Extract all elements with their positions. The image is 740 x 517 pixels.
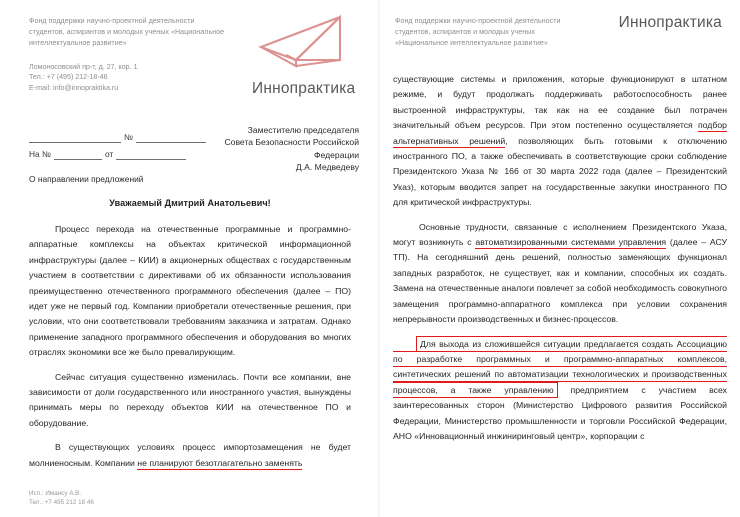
reference-lines [29, 126, 219, 160]
outgoing-number-field[interactable] [136, 131, 206, 143]
paragraph: Процесс перехода на отечественные программные и программно-аппаратные комплексы на объектах критической информационной инфраструктуры (далее – КИИ) в акционерных обществах с государственным участием в соответствии с директивами об их обязанности использования преимущественно отечественного программного обеспечения (далее – ПО) идет уже не первый год. Компании приобретали отечественные решения, при условии, что они соответствовали требованиям заказчика и затратам. Однако применение западного программного обеспечения и оборудования во многих отраслях экономики все же было превалирующим. [29, 224, 351, 358]
organization-description-right-wrap [395, 16, 575, 50]
paragraph-proposal [393, 337, 727, 445]
paragraph-text: В существующих условиях процесс импортозамещения не будет молниеносным. Компании [29, 442, 351, 468]
addressee-line-2: Совета Безопасности Российской [224, 137, 359, 148]
reference-number-row [29, 126, 219, 143]
organization-contacts [29, 62, 229, 94]
paragraph-continued [393, 72, 727, 211]
executor-name: Исп.: Имансу А.В. [29, 490, 82, 497]
salutation: Уважаемый Дмитрий Анатольевич! [109, 198, 271, 208]
date-label: от [105, 149, 114, 159]
brand-name: Иннопрактика [252, 80, 356, 97]
letter-body-left [29, 198, 351, 471]
paragraph-text: предприятием с участием всех заинтересованных сторон (Министерство Цифрового развития Российской Федерации, Министерство промышленности и торговли Российской Федерации, АНО «Инновационный инжиниринговый центр», корпорации с [393, 384, 728, 441]
addressee-line-3: Федерации [314, 149, 359, 160]
paragraph-text: Основные трудности, связанные с исполнением Президентского Указа, могут возникнуть с [393, 221, 727, 248]
paragraph-with-highlight [29, 440, 351, 471]
reference-block [0, 118, 381, 190]
paragraph-text: , позволяющих быть готовыми к отключению иностранного ПО, а также обеспечивать в соответствующие сроки соблюдение Президентского Указа № 166 от 30 марта 2022 года (далее – Президентский Указ), которым вводится запрет на государственные закупки иностранного ПО для критической инфраструктуры. [393, 135, 728, 208]
brand-block [252, 14, 356, 98]
letterhead-left [0, 0, 381, 118]
reply-to-field[interactable] [54, 148, 102, 160]
executor-phone: Тел.: +7 495 212 18 46 [29, 499, 94, 506]
letter-body-right [393, 72, 727, 444]
letter-subject: О направлении предложений [29, 174, 144, 184]
paper-plane-logo-icon [252, 14, 348, 76]
paragraph: Сейчас ситуация существенно изменилась. Почти все компании, вне зависимости от доли государственного или иностранного участия, вынуждены принимать меры по переходу объектов КИИ на отечественное ПО и оборудование. [29, 371, 351, 428]
brand-name: Иннопрактика [618, 14, 722, 31]
red-underlined-text: подбор альтернативных решений [393, 120, 727, 146]
organization-description: Фонд поддержки научно-проектной деятельности студентов, аспирантов и молодых ученых «Национальное интеллектуальное развитие» [395, 17, 561, 48]
outgoing-number-rule [29, 131, 121, 143]
page-right [381, 0, 740, 517]
organization-description: Фонд поддержки научно-проектной деятельности студентов, аспирантов и молодых ученых «Национальное интеллектуальное развитие» [29, 17, 225, 48]
paragraph-text: (далее – АСУ ТП). На сегодняшний день решений, полностью заменяющих функционал западных разработок, не существует, как и компании, способных их создать. Замена на отечественные аналоги повлечет за собой необходимость совокупного замещения программно-аппаратного комплекса при условии сохранения непрерывности производственных и бизнес-процессов. [393, 237, 727, 325]
red-underlined-text: не планируют безотлагательно заменять [137, 457, 303, 468]
addressee-block [199, 124, 359, 174]
addressee-line-1: Заместителю председателя [247, 125, 359, 135]
organization-phone: Тел.: +7 (495) 212-18-46 [29, 73, 108, 82]
number-label: № [124, 132, 133, 142]
addressee-line-4: Д.А. Медведеву [295, 162, 359, 173]
reply-to-label: На № [29, 149, 52, 159]
letter-footer-left [29, 489, 94, 507]
date-field[interactable] [116, 148, 186, 160]
red-underlined-text: автоматизированными системами управления [475, 237, 667, 248]
paragraph-text: существующие системы и приложения, которые функционируют в штатном режиме, и будут продолжать поддерживать работоспособность ранее выстроенной инфраструктуры, так как на ее создание был потрачен значительный объем ресурсов. При этом постепенно осуществляется [393, 74, 727, 131]
organization-address: Ломоносовский пр-т, д. 27, кор. 1 [29, 62, 138, 71]
organization-email: E-mail: info@innopraktika.ru [29, 83, 119, 92]
paragraph-difficulties [393, 220, 727, 328]
reference-reply-row [29, 143, 219, 160]
letterhead-text-block [29, 16, 229, 93]
letterhead-right [381, 0, 740, 62]
red-boxed-text: Для выхода из сложившейся ситуации предлагается создать Ассоциацию по разработке программных и программно-аппаратных комплексов, синтетических решений по автоматизации технологических и производственных процессов, а также управлению [393, 336, 727, 398]
